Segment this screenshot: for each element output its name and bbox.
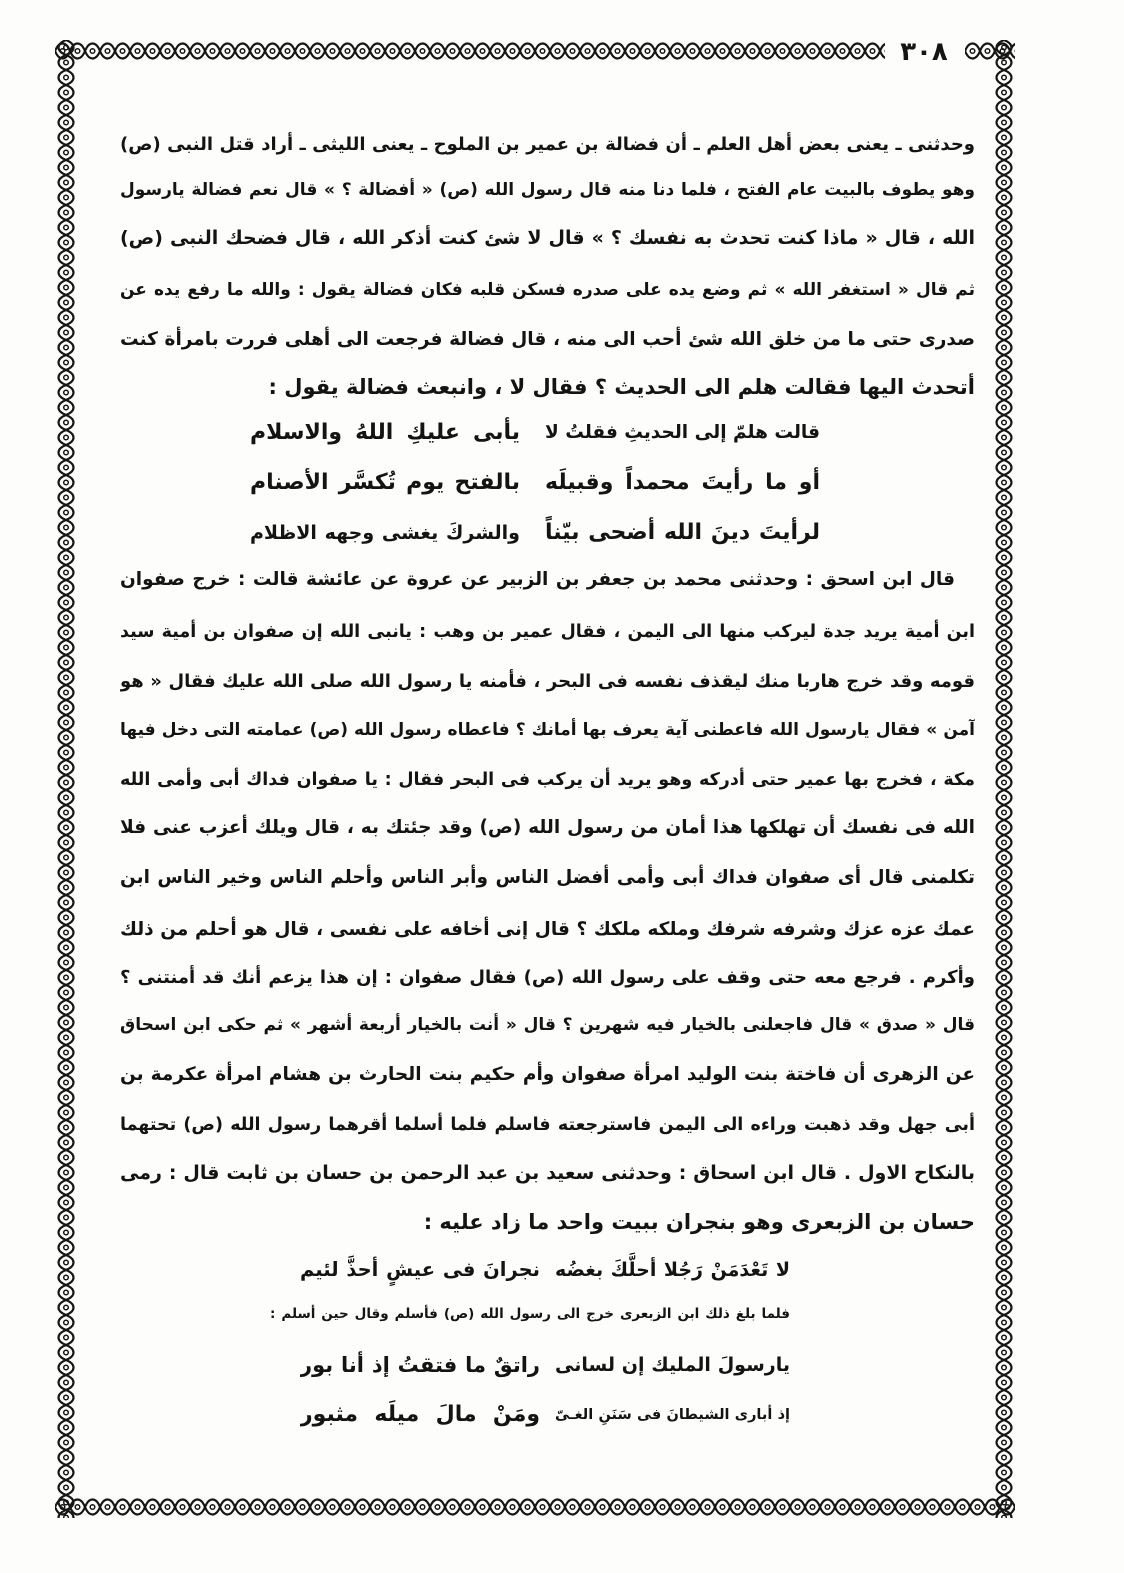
verse-first-hemistich: إذ أبارى الشيطانَ فى سَنَنِ الغـىّ — [555, 1407, 790, 1423]
border-right — [993, 40, 1015, 1518]
text-line: عمك عزه عزك وشرفه شرفك وملكه ملكك ؟ قال إنى أخافه على نفسى ، قال هو أحلم من ذلك — [120, 919, 975, 940]
text-line: أبى جهل وقد ذهبت وراءه الى اليمن فاسترجعته فاسلم فلما أسلما أقرهما رسول الله (ص) تحتهما — [120, 1115, 975, 1135]
text-line: قال ابن اسحق : وحدثنى محمد بن جعفر بن الزبير عن عروة عن عائشة قالت : خرج صفوان — [120, 569, 955, 590]
text-line: صدرى حتى ما من خلق الله شئ أحب الى منه ، قال فضالة فرجعت الى أهلى فررت بامرأة كنت — [120, 329, 975, 350]
text-line: بالنكاح الاول . قال ابن اسحاق : وحدثنى سعيد بن عبد الرحمن بن حسان بن ثابت قال : رمى — [120, 1162, 975, 1184]
verse-first-hemistich: يارسولَ المليك إن لسانى — [555, 1354, 790, 1376]
text-line: ثم قال « استغفر الله » ثم وضع يده على صدره فسكن قلبه فكان فضالة يقول : والله ما رفع يده عن — [120, 280, 975, 300]
text-line: عن الزهرى أن فاختة بنت الوليد امرأة صفوان وأم حكيم بنت الحارث بن هشام امرأة عكرمة بن — [120, 1064, 975, 1085]
verse-first-hemistich: لا تَعْدَمَنْ رَجُلا أحلَّكَ بغضُه — [555, 1259, 790, 1281]
text-line: حسان بن الزبعرى وهو بنجران ببيت واحد ما زاد عليه : — [423, 1210, 975, 1234]
verse-second-hemistich: يأبى عليكِ اللهُ والاسلام — [250, 420, 520, 445]
verse-second-hemistich: بالفتح يوم تُكسَّر الأصنام — [250, 470, 520, 495]
border-bottom — [55, 1496, 1015, 1518]
text-line: قال « صدق » قال فاجعلنى بالخيار فيه شهرين ؟ قال « أنت بالخيار أربعة أشهر » ثم حكى ابن اسحاق — [120, 1015, 975, 1035]
page-number: ٣٠٨ — [900, 37, 948, 67]
verse-first-hemistich: لرأيتَ دينَ الله أضحى بيّناً — [545, 520, 820, 545]
text-line: الله فى نفسك أن تهلكها هذا أمان من رسول الله (ص) وقد جئتك به ، قال ويلك أعزب عنى فلا — [120, 817, 975, 838]
text-line: آمن » فقال يارسول الله فاعطنى آية يعرف بها أمانك ؟ فاعطاه رسول الله (ص) عمامته التى دخل فيها — [120, 720, 975, 740]
text-line: وأكرم . فرجع معه حتى وقف على رسول الله (ص) فقال صفوان : إن هذا يزعم أنك قد أمنتنى ؟ — [120, 967, 975, 988]
verse-first-hemistich: قالت هلمّ إلى الحديثِ فقلتُ لا — [545, 422, 820, 443]
verse-second-hemistich: نجرانَ فى عيشٍ أحذَّ لئيم — [300, 1258, 540, 1281]
text-line: تكلمنى قال أى صفوان فداك أبى وأمى أفضل الناس وأبر الناس وأحلم الناس وخير الناس ابن — [120, 867, 975, 888]
text-line: فلما بلغ ذلك ابن الزبعرى خرج الى رسول الله (ص) فأسلم وقال حين أسلم : — [270, 1306, 790, 1322]
text-line: الله ، قال « ماذا كنت تحدث به نفسك ؟ » قال لا شئ كنت أذكر الله ، قال فضحك النبى (ص) — [120, 227, 975, 249]
border-left — [55, 40, 77, 1518]
text-line: ابن أمية يريد جدة ليركب منها الى اليمن ، فقال عمير بن وهب : يانبى الله إن صفوان بن أمية سيد — [120, 622, 975, 642]
text-line: وهو يطوف بالبيت عام الفتح ، فلما دنا منه قال رسول الله (ص) « أفضالة ؟ » قال نعم فضالة يارسول — [120, 180, 975, 200]
text-line: أتحدث اليها فقالت هلم الى الحديث ؟ فقال لا ، وانبعث فضالة يقول : — [268, 375, 975, 399]
verse-second-hemistich: راتقٌ ما فتقتُ إذ أنا بور — [300, 1353, 540, 1377]
verse-second-hemistich: ومَنْ مالَ ميلَه مثبور — [300, 1402, 540, 1427]
border-top-left-segment — [55, 40, 885, 62]
text-line: وحدثنى ـ يعنى بعض أهل العلم ـ أن فضالة بن عمير بن الملوح ـ يعنى الليثى ـ أراد قتل النبى (ص) — [120, 134, 975, 155]
text-line: مكة ، فخرج بها عمير حتى أدركه وهو يريد أن يركب فى البحر فقال : يا صفوان فداك أبى وأمى الله — [120, 770, 975, 790]
text-line: قومه وقد خرج هاربا منك ليقذف نفسه فى البحر ، فأمنه يا رسول الله صلى الله عليك فقال « هو — [120, 671, 975, 692]
verse-first-hemistich: أو ما رأيتَ محمداً وقبيلَه — [545, 470, 820, 495]
verse-second-hemistich: والشركَ يغشى وجهه الاظلام — [250, 522, 520, 544]
